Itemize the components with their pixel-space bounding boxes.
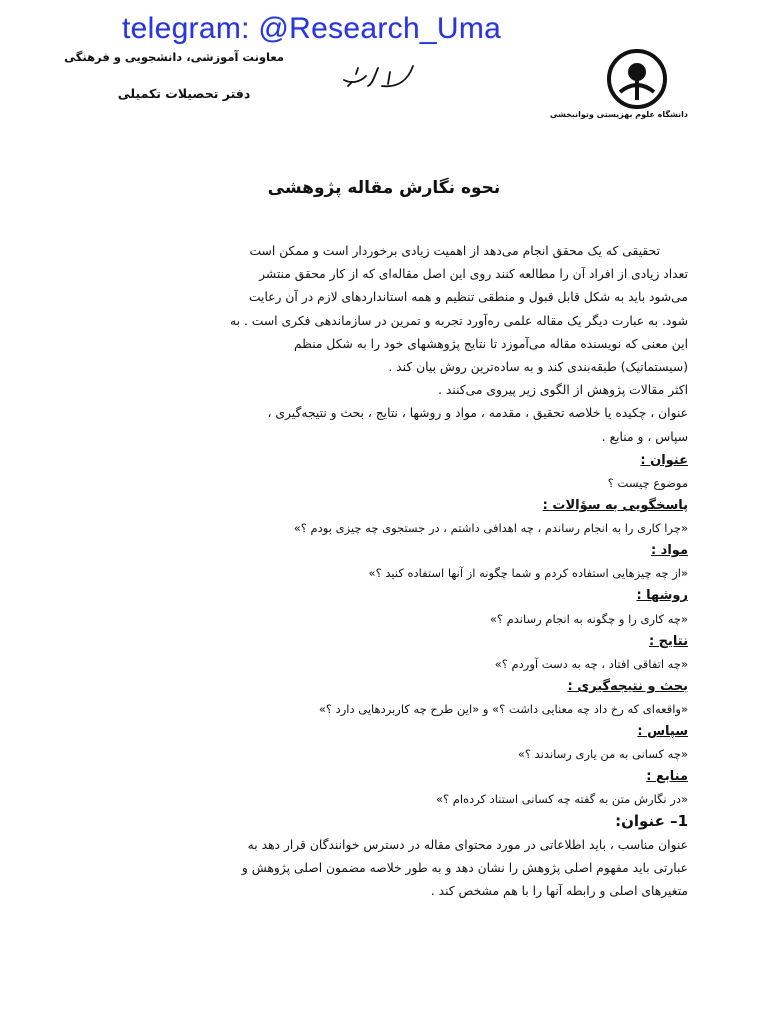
section-heading-title: عنوان : xyxy=(640,452,688,468)
section-1-line: عنوان مناسب ، باید اطلاعاتی در مورد محتوای مقاله در دسترس خوانندگان قرار دهد به xyxy=(247,837,688,852)
intro-line: سپاس ، و منابع . xyxy=(601,429,688,444)
intro-line: این معنی که نویسنده مقاله می‌آموزد تا نتایج پژوهشهای خود را به شکل منظم xyxy=(293,336,688,351)
section-text-questions: «چرا کاری را به انجام رساندم ، چه اهدافی داشتم ، در جستجوی چه چیزی بودم ؟» xyxy=(293,521,688,536)
section-1-heading: 1– عنوان: xyxy=(615,812,688,831)
section-heading-materials: مواد : xyxy=(650,543,688,559)
section-heading-references: منابع : xyxy=(646,769,688,785)
section-text-references: «در نگارش متن به گفته چه کسانی استناد کرده‌ام ؟» xyxy=(435,792,688,807)
office-line-2: دفتر تحصیلات تکمیلی xyxy=(117,86,251,101)
section-heading-results: نتایج : xyxy=(648,633,688,649)
section-text-title: موضوع چیست ؟ xyxy=(607,476,688,491)
page-title: نحوه نگارش مقاله پژوهشی xyxy=(267,178,501,198)
intro-line: تحقیقی که یک محقق انجام می‌دهد از اهمیت زیادی برخوردار است و ممکن است xyxy=(249,244,660,258)
intro-line: می‌شود باید به شکل قابل قبول و منطقی تنظیم و همه استانداردهای لازم در آن رعایت xyxy=(248,290,688,305)
university-logo xyxy=(549,48,688,138)
section-text-materials: «از چه چیزهایی استفاده کردم و شما چگونه از آنها استفاده کنید ؟» xyxy=(368,566,688,581)
section-text-acknowledgment: «چه کسانی به من یاری رساندند ؟» xyxy=(517,747,688,762)
telegram-watermark: telegram: @Research_Uma xyxy=(122,12,502,45)
logo-caption: دانشگاه علوم بهزیستی وتوانبخشی xyxy=(549,110,688,119)
logo-emblem-icon xyxy=(602,48,672,110)
intro-line: عنوان ، چکیده یا خلاصه تحقیق ، مقدمه ، مواد و روشها ، نتایج ، بحث و نتیجه‌گیری ، xyxy=(267,406,688,421)
section-heading-discussion: بحث و نتیجه‌گیری : xyxy=(567,678,688,694)
section-1-line: متغیرهای اصلی و رابطه آنها را با هم مشخص کند . xyxy=(430,884,688,899)
intro-line: (سیستماتیک) طبقه‌بندی کند و به ساده‌ترین روش بیان کند . xyxy=(388,360,688,375)
section-text-results: «چه اتفاقی افتاد ، چه به دست آوردم ؟» xyxy=(494,656,688,671)
section-text-discussion: «واقعه‌ای که رخ داد چه معنایی داشت ؟» و «این طرح چه کاربردهایی دارد ؟» xyxy=(318,702,688,717)
intro-line: تعداد زیادی از افراد آن را مطالعه کنند روی این اصل مقاله‌ای که از کار محقق منتشر xyxy=(259,267,688,282)
office-header xyxy=(64,50,284,123)
office-line-1: معاونت آموزشی، دانشجویی و فرهنگی xyxy=(64,50,284,64)
basmala-calligraphy xyxy=(338,58,418,98)
section-1-line: عبارتی باید مفهوم اصلی پژوهش را نشان دهد و به طور خلاصه مضمون اصلی پژوهش و xyxy=(241,860,688,875)
section-heading-questions: پاسخگویی به سؤالات : xyxy=(542,498,688,514)
section-heading-methods: روشها : xyxy=(636,588,688,604)
section-text-methods: «چه کاری را و چگونه به انجام رساندم ؟» xyxy=(489,611,688,626)
section-heading-acknowledgment: سپاس : xyxy=(637,724,688,740)
intro-line: شود. به عبارت دیگر یک مقاله علمی ره‌آورد تجربه و تمرین در سازماندهی فکری است . به xyxy=(230,313,688,328)
intro-line: اکثر مقالات پژوهش از الگوی زیر پیروی می‌کنند . xyxy=(438,383,688,398)
document-body xyxy=(88,240,688,903)
